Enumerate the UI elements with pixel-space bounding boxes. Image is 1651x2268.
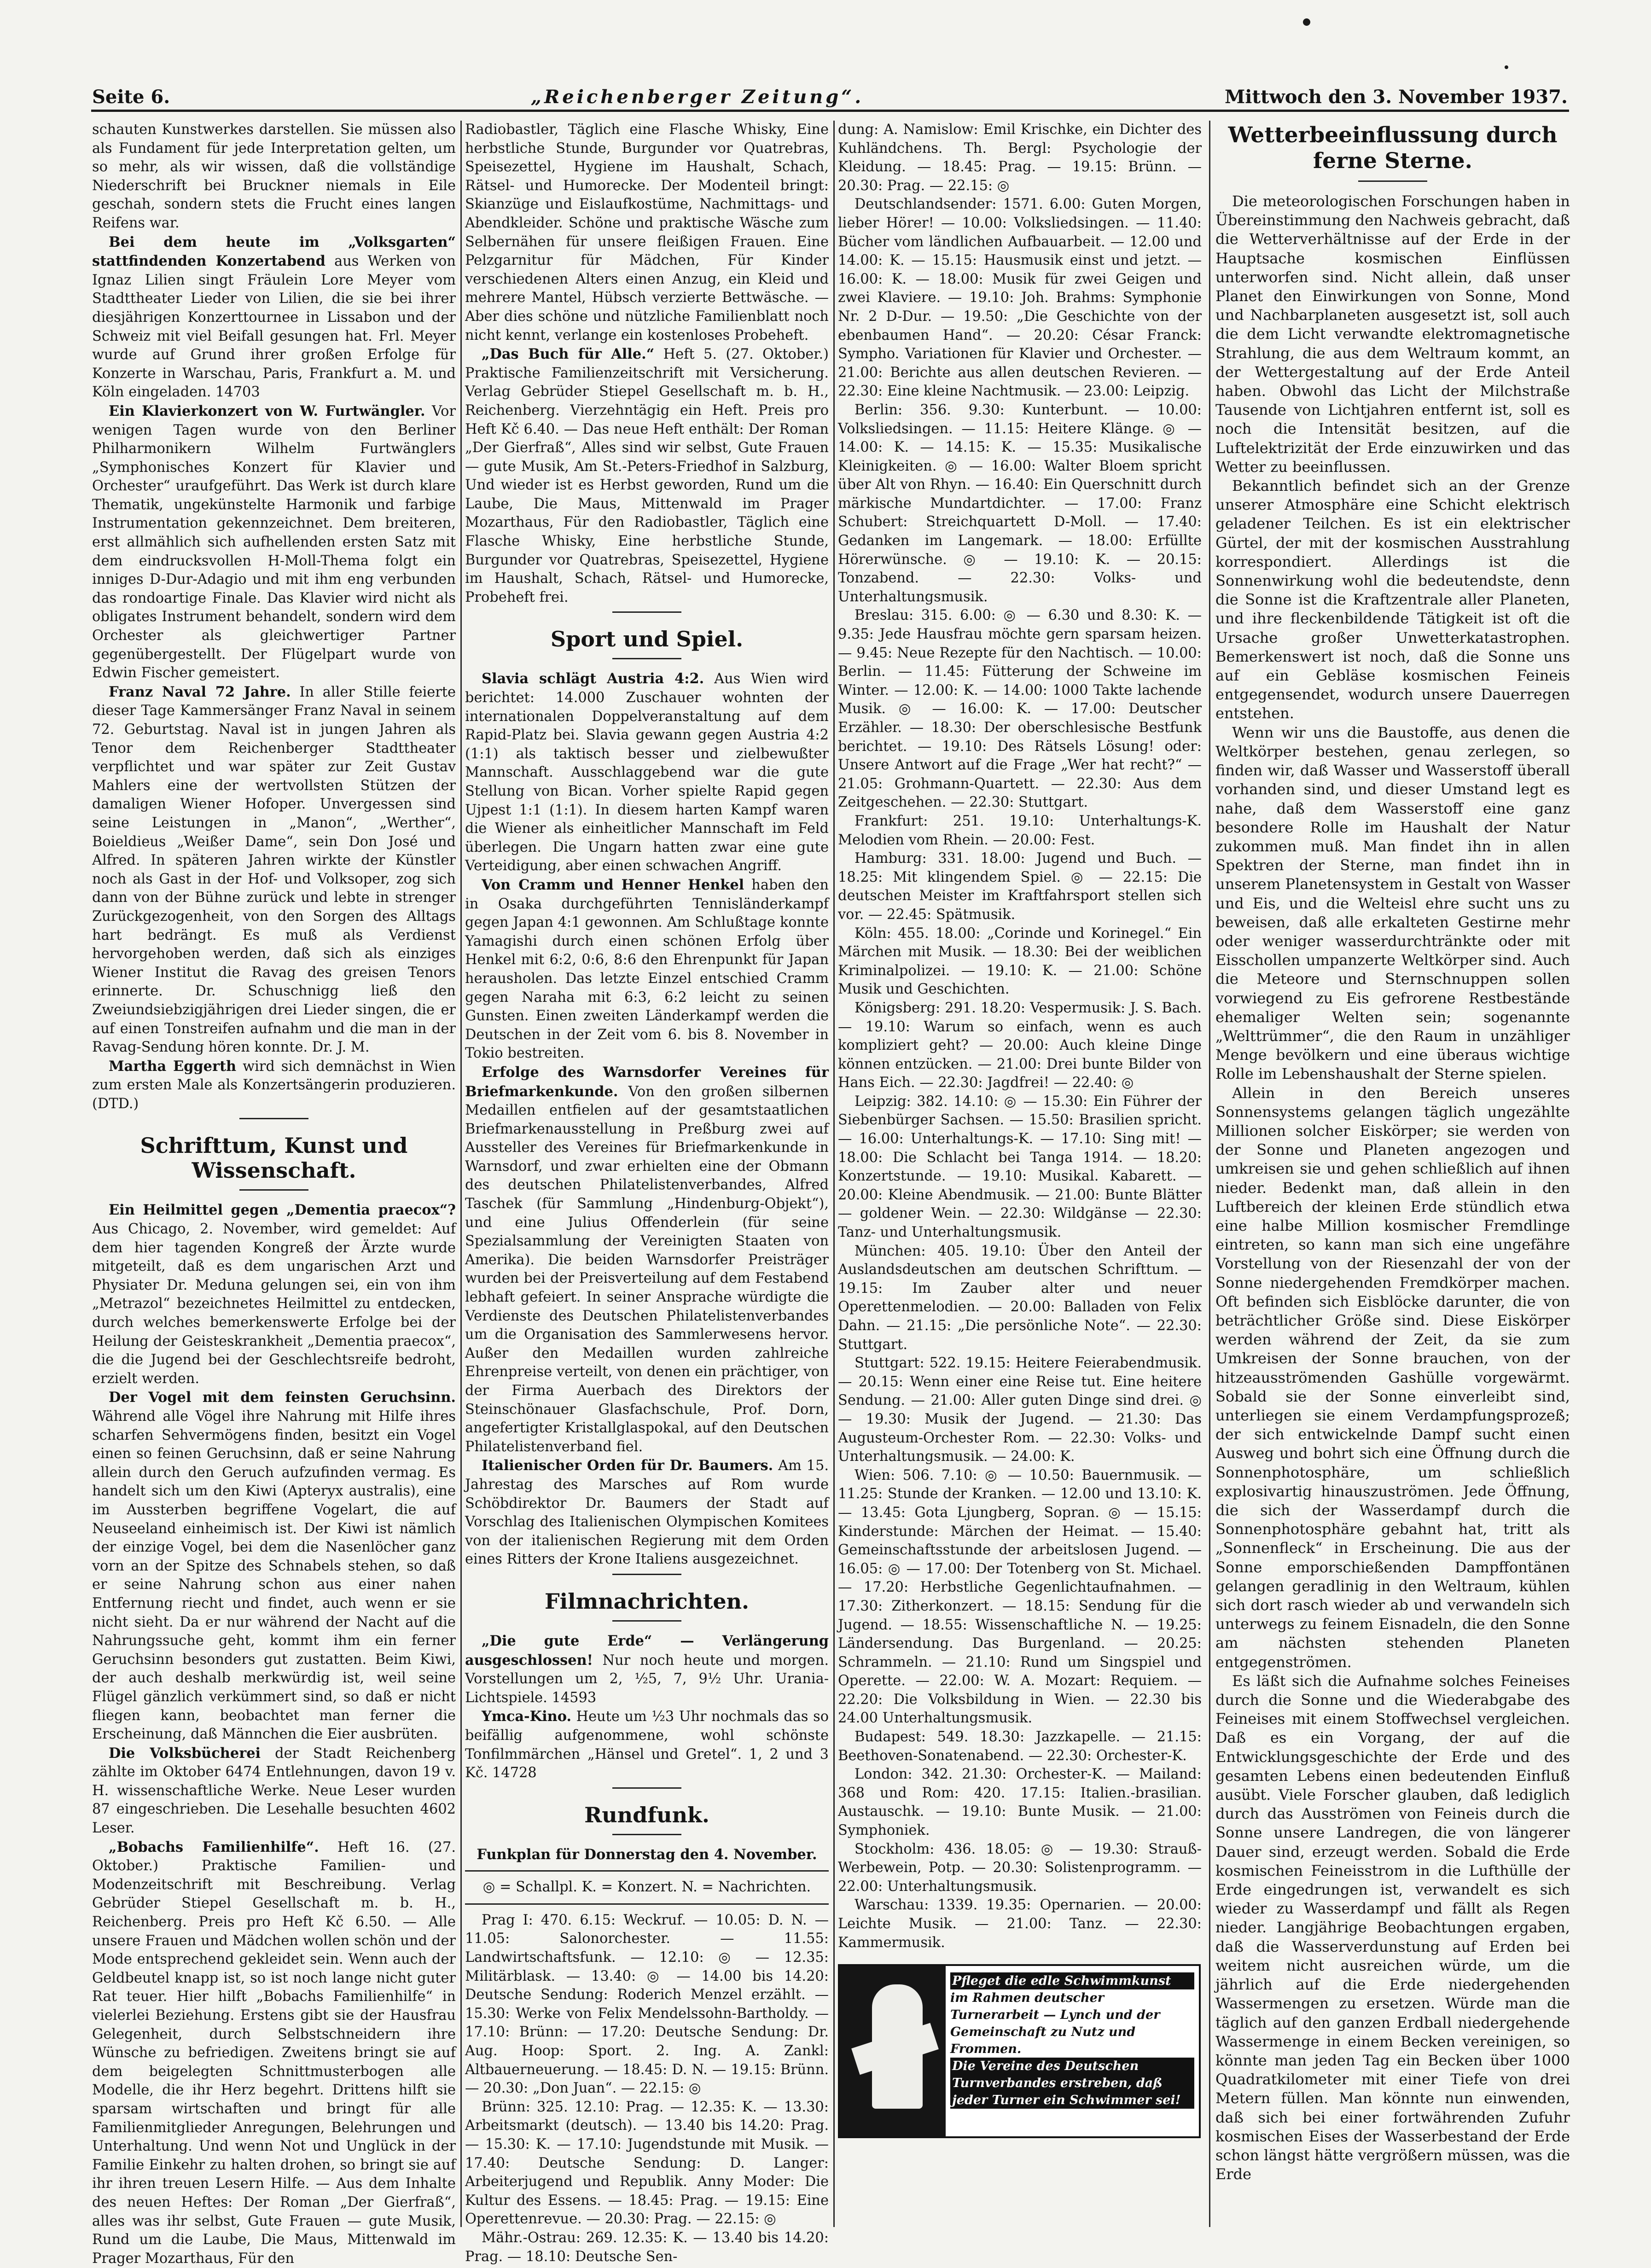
column-rule	[460, 121, 462, 2227]
news-item	[92, 683, 456, 1057]
ad-headline: Pfleget die edle Schwimmkunst	[950, 1972, 1194, 1989]
item-body: haben den in Osaka durchgeführten Tennisländerkampf gegen Japan 4:1 gewonnen. Am Schlußtage konnte Yamagishi durch einen schönen Erfolg über Henkel mit 6:2, 0:6, 8:6 den Ehrenpunkt für Japan herausholen. Das letzte Einzel entschied Cramm gegen Naraha mit 6:3, 6:2 leicht zu seinen Gunsten. Einen zweiten Länderkampf werden die Deutschen in der Zeit vom 6. bis 8. November in Tokio bestreiten.	[465, 877, 829, 1062]
article-paragraph: Allein in den Bereich unseres Sonnensystems gelangen täglich ungezählte Millionen solcher Eiskörper; sie werden von der Sonne und Planeten angezogen und umkreisen sie und gehen schließlich auf ihnen nieder. Bedenkt man, daß allein in den Luftbereich der kleinen Erde stündlich etwa eine halbe Million kosmischer Fremdlinge eintreten, so kann man sich eine ungefähre Vorstellung von der Riesenzahl der von der Sonne niedergehenden Fremdkörper machen. Oft befinden sich Eisblöcke darunter, die von beträchtlicher Größe sind. Diese Eiskörper werden während der Zeit, da sie zum Umkreisen der Sonne brauchen, von der hitzeausströmenden Gashülle vorgewärmt. Sobald sie der Sonne einverleibt sind, unterliegen sie einem Verdampfungsprozeß; der sich entwickelnde Dampf sucht einen Ausweg und bohrt sich eine Öffnung durch die Sonnenphotosphäre, um schließlich explosivartig hinauszuströmen. Jede Öffnung, die sich der Wasserdampf durch die Sonnenphotosphäre gebahnt hat, tritt als „Sonnenfleck“ in Erscheinung. Die aus der Sonne emporschießenden Dampffontänen gelangen geradlinig in den Weltraum, kühlen sich dort rasch wieder ab und verwandeln sich unterwegs zu feinem Eisnadeln, die den Sonne am nächsten stehenden Planeten entgegenströmen.	[1215, 1084, 1570, 1671]
news-item	[465, 1456, 829, 1569]
news-item	[465, 1632, 829, 1707]
radio-station-listing: Frankfurt: 251. 19.10: Unterhaltungs-K. Melodien vom Rhein. — 20.00: Fest.	[838, 813, 1202, 848]
program-legend: ◎ = Schallpl. K. = Konzert. N. = Nachrichten.	[483, 1879, 811, 1896]
item-body: Am 15. Jahrestag des Marsches auf Rom wurde Schöbdirektor Dr. Baumers der Stadt auf Vorschlag des Italienischen Olympischen Komitees von der italienischen Regierung mit dem Orden eines Ritters der Krone Italiens ausgezeichnet.	[465, 1458, 829, 1568]
article-continuation: Radiobastler, Täglich eine Flasche Whisky, Eine herbstliche Stunde, Burgunder vor Quatrebras, Speisezettel, Hygiene im Haushalt, Schach, Rätsel- und Humorecke. Der Modenteil bringt: Skianzüge und Eislaufkostüme, Nachmittags- und Abendkleider. Schöne und praktische Wäsche zum Selbernähen für unsere fleißigen Frauen. Eine Pelzgarnitur für Mädchen, Für Kinder verschiedenen Alters einen Anzug, ein Kleid und mehrere Mantel, Hübsch verzierte Bettwäsche. — Aber dies schöne und nützliche Familienblatt noch nicht kennt, verlange ein kostenloses Probeheft.	[465, 122, 829, 343]
radio-station-listing: Deutschlandsender: 1571. 6.00: Guten Morgen, lieber Hörer! — 10.00: Volksliedsingen. — 11.40: Bücher vom ländlichen Aufbauarbeit. — 12.00 und 14.00: K. — 15.15: Hausmusik einst und jetzt. — 16.00: K. — 18.00: Musik für zwei Geigen und zwei Klaviere. — 19.10: Joh. Brahms: Symphonie Nr. 2 D-Dur. — 19.50: „Die Geschichte von der ebenbaumen Hand“. — 20.20: César Franck: Sympho. Variationen für Klavier und Orchester. — 21.00: Berichte aus allen deutschen Revieren. — 22.30: Eine kleine Nachtmusik. — 23.00: Leipzig.	[838, 196, 1202, 400]
item-body: Aus Chicago, 2. November, wird gemeldet: Auf dem hier tagenden Kongreß der Ärzte wurde mitgeteilt, daß es dem ungarischen Arzt und Physiater Dr. Meduna gelungen sei, ein von ihm „Metrazol“ bezeichnetes Heilmittel zu entdecken, durch welches bemerkenswerte Erfolge bei der Heilung der Geisteskrankheit „Dementia praecox“, die die Jugend bei der Geschlechtsreife bedroht, erzielt werden.	[92, 1221, 456, 1387]
item-lead: Franz Naval 72 Jahre.	[109, 683, 291, 700]
item-lead: Die Volksbücherei	[109, 1745, 261, 1762]
news-item	[465, 669, 829, 876]
section-heading: Sport und Spiel.	[550, 627, 744, 652]
article-paragraph: Die meteorologischen Forschungen haben in Übereinstimmung den Nachweis gebracht, daß die Wetterverhältnisse auf der Erde in der Hauptsache kosmischen Einflüssen unterworfen sind. Nicht allein, daß unser Planet den Einwirkungen von Sonne, Mond und Nachbarplaneten ausgesetzt ist, soll auch die dem Licht verwandte elektromagnetische Strahlung, die aus dem Weltraum kommt, an der Wettergestaltung auf der Erde Anteil haben. Obwohl das Licht der Milchstraße Tausende von Lichtjahren entfernt ist, soll es noch die Intensität besitzen, auf die Luftelektrizität der Erde einzuwirken und das Wetter zu beeinflussen.	[1215, 192, 1570, 476]
ink-speck	[1303, 18, 1310, 26]
radio-station-listing: Hamburg: 331. 18.00: Jugend und Buch. — 18.25: Mit klingendem Spiel. ◎ — 22.15: Die deutschen Meister im Kraftfahrsport stellen sich vor. — 22.45: Spätmusik.	[838, 850, 1202, 923]
item-body: Aus Wien wird berichtet: 14.000 Zuschauer wohnten der internationalen Doppelveranstaltung auf dem Rapid-Platz bei. Slavia gewann gegen Austria 4:2 (1:1) als taktisch besser und zielbewußter Mannschaft. Ausschlaggebend war die gute Stellung von Bican. Vorher spielte Rapid gegen Ujpest 1:1 (1:1). In diesem harten Kampf waren die Wiener als einheitlicher Mannschaft im Feld überlegen. Die Ungarn hatten zwar eine gute Verteidigung, aber einen schwachen Angriff.	[465, 671, 829, 874]
item-body: der Stadt Reichenberg zählte im Oktober 6474 Entlehnungen, davon 19 v. H. wissenschaftliche Werke. Neue Leser wurden 87 eingeschrieben. Die Lesehalle besuchten 4602 Leser.	[92, 1745, 456, 1837]
item-lead: „Das Buch für Alle.“	[482, 346, 655, 363]
column-2	[465, 121, 829, 2265]
article-paragraph: Bekanntlich befindet sich an der Grenze unserer Atmosphäre eine Schicht elektrisch geladener Teilchen. Es ist ein elektrischer Gürtel, der mit der kosmischen Ausstrahlung korrespondiert. Allerdings ist die Sonnenwirkung wohl die bedeutendste, denn die Sonne ist die Kraftzentrale aller Planeten, und ihre fleckenbildende Tätigkeit ist oft die Ursache großer Unwetterkatastrophen. Bemerkenswert ist noch, daß die Sonne uns auf ein Gebläse kosmischen Feineis entgegensendet, wodurch unsere Dauerregen entstehen.	[1215, 477, 1570, 722]
news-item	[465, 345, 829, 607]
item-lead: Von Cramm und Henner Henkel	[482, 876, 744, 893]
column-rule	[1209, 121, 1210, 2227]
item-lead: Slavia schlägt Austria 4:2.	[482, 670, 704, 687]
section-divider	[612, 1620, 681, 1622]
radio-station-listing: Leipzig: 382. 14.10: ◎ — 15.30: Ein Führer der Siebenbürger Sachsen. — 15.50: Brasilien spricht. — 16.00: Unterhaltungs-K. — 17.10: Sing mit! — 18.00: Die Schlacht bei Tanga 1914. — 18.20: Konzertstunde. — 19.10: Musikal. Kabarett. — 20.00: Kleine Abendmusik. — 21.00: Bunte Blätter — goldener Wein. — 22.30: Wildgänse — 22.30: Tanz- und Unterhaltungsmusik.	[838, 1093, 1202, 1241]
swimmer-illustration	[840, 1966, 946, 2136]
section-divider	[612, 1834, 681, 1835]
item-body: Vor wenigen Tagen wurde von den Berliner Philharmonikern Wilhelm Furtwänglers „Symphonisches Konzert für Klavier und Orchester“ uraufgeführt. Das Werk ist durch klare Thematik, ungekünstelte Harmonik und farbige Instrumentation gekennzeichnet. Dem breiteren, erst allmählich sich aufhellenden ersten Satz mit dem eindrucksvollen H-Moll-Thema folgt ein inniges D-Dur-Adagio und mit ihm eng verbunden das rondoartige Finale. Das Klavier wird nicht als obligates Instrument behandelt, sondern wird dem Orchester als gleichwertiger Partner gegenübergestellt. Der Flügelpart wurde von Edwin Fischer gemeistert.	[92, 403, 456, 681]
column-4	[1215, 121, 1570, 2227]
radio-station-listing: Köln: 455. 18.00: „Corinde und Korinegel.“ Ein Märchen mit Musik. — 18.30: Bei der weiblichen Kriminalpolizei. — 19.10: K. — 21.00: Schöne Musik und Geschichten.	[838, 925, 1202, 998]
news-item	[92, 233, 456, 402]
radio-station-listing: Wien: 506. 7.10: ◎ — 10.50: Bauernmusik. — 11.25: Stunde der Kranken. — 12.00 und 13.10: K. — 13.45: Gota Ljungberg, Sopran. ◎ — 15.15: Kinderstunde: Märchen der Heimat. — 15.40: Gemeinschaftsstunde der arbeitslosen Jugend. — 16.05: ◎ — 17.00: Der Totenberg von St. Michael. — 17.20: Herbstliche Gegenlichtaufnahmen. — 17.30: Zitherkonzert. — 18.15: Sendung für die Jugend. — 18.55: Wissenschaftliche N. — 19.25: Ländersendung. Das Burgenland. — 20.25: Schrammeln. — 21.10: Rund um Singspiel und Operette. — 22.00: W. A. Mozart: Requiem. — 22.20: Die Volksbildung in Wien. — 22.30 bis 24.00 Unterhaltungsmusik.	[838, 1467, 1202, 1727]
item-lead: Italienischer Orden für Dr. Baumers.	[482, 1457, 773, 1474]
article-paragraph: Es läßt sich die Aufnahme solches Feineises durch die Sonne und die Wiederabgabe des Feineises mit einem Stoffwechsel vergleichen. Daß es ein Vorgang, der auf die Entwicklungsgeschichte der Erde und des gesamten Lebens einen bedeutenden Einfluß ausübt. Viele Forscher glauben, daß lediglich durch das Ausströmen von Feineis durch die Sonne unsere Landregen, die von längerer Dauer sind, erzeugt werden. Sobald die Erde kosmischen Feineisstrom in die Lufthülle der Erde eingedrungen ist, verwandelt es sich wieder zu Wasserdampf und fällt als Regen nieder. Langjährige Beobachtungen ergaben, daß die Wasserverdunstung auf Erden bei weitem nicht ausreichen würde, um die jährlich auf die Erde niedergehenden Wassermengen zu ersetzen. Würde man die täglich auf den ganzen Erdball niedergehende Wassermenge in einem Becken vereinigen, so könnte man jeden Tag ein Becken über 1000 Quadratkilometer mit einer Tiefe von drei Metern füllen. Man könnte nun einwenden, daß sich bei einer fortwährenden Zufuhr kosmischen Eises der Wasserbestand der Erde schon längst hätte vergrößern müssen, was die Erde	[1215, 1672, 1570, 2183]
column-rule	[833, 121, 835, 2227]
section-divider	[239, 1118, 308, 1119]
ad-tagline: Die Vereine des Deutschen Turnverbandes erstreben, daß jeder Turner ein Schwimmer sei!	[950, 2058, 1194, 2109]
radio-station-listing: Warschau: 1339. 19.35: Opernarien. — 20.00: Leichte Musik. — 21.00: Tanz. — 22.30: Kammermusik.	[838, 1897, 1202, 1951]
column-3	[838, 121, 1202, 2227]
item-body: aus Werken von Ignaz Lilien singt Fräulein Lore Meyer vom Stadttheater Lieder von Lilien, die sie bei ihrer diesjährigen Konzerttournee in Lissabon und der Schweiz mit viel Beifall gesungen hat. Frl. Meyer wurde auf Grund ihrer großen Erfolge für Konzerte in Warschau, Paris, Frankfurt a. M. und Köln eingeladen. 14703	[92, 253, 456, 401]
news-item	[465, 1707, 829, 1782]
article-continuation: schauten Kunstwerkes darstellen. Sie müssen also als Fundament für jede Interpretation gelten, um so mehr, als wir wissen, daß die vollständige Niederschrift bei Bruckner niemals in Eile geschah, sondern stets die Frucht eines langen Reifens war.	[92, 122, 456, 231]
section-divider	[239, 1189, 308, 1191]
divider	[465, 1903, 829, 1905]
item-lead: Martha Eggerth	[109, 1058, 237, 1075]
program-title: Funkplan für Donnerstag den 4. November.	[477, 1846, 817, 1863]
divider	[465, 1870, 829, 1872]
item-body: Heft 5. (27. Oktober.) Praktische Familienzeitschrift mit Versicherung. Verlag Gebrüder Stiepel Gesellschaft m. b. H., Reichenberg. Vierzehntägig ein Heft. Preis pro Heft Kč 6.40. — Das neue Heft enthält: Der Roman „Der Gierfraß“, Alles sind wir selbst, Gute Frauen — gute Musik, Am St.-Peters-Friedhof in Salzburg, Und wieder ist es Herbst geworden, Rund um die Laube, Die Maus, Mittenwald im Prager Mozarthaus, Für den Radiobastler, Täglich eine Flasche Whisky, Eine herbstliche Stunde, Burgunder vor Quatrebras, Speisezettel, Hygiene im Haushalt, Schach, Rätsel- und Humorecke, Probeheft frei.	[465, 346, 829, 605]
section-divider	[1358, 180, 1427, 182]
item-lead: Ymca-Kino.	[482, 1708, 572, 1725]
section-divider	[612, 1787, 681, 1789]
radio-station-listing: München: 405. 19.10: Über den Anteil der Auslandsdeutschen am deutschen Schrifttum. — 19.15: Im Zauber alter und neuer Operettenmelodien. — 20.00: Balladen von Felix Dahn. — 21.15: „Die persönliche Note“. — 22.30: Stuttgart.	[838, 1243, 1202, 1353]
radio-station-listing: London: 342. 21.30: Orchester-K. — Mailand: 368 und Rom: 420. 17.15: Italien.-brasilian. Austauschk. — 19.10: Bunte Musik. — 21.00: Symphoniek.	[838, 1766, 1202, 1839]
item-body: wird sich demnächst in Wien zum ersten Male als Konzertsängerin produzieren. (DTD.)	[92, 1058, 456, 1112]
news-item	[92, 1201, 456, 1388]
news-item	[465, 1063, 829, 1456]
item-body: Heft 16. (27. Oktober.) Praktische Familien- und Modenzeitschrift mit Beschreibung. Verlag Gebrüder Stiepel Gesellschaft m. b. H., Reichenberg. Preis pro Heft Kč 6.50. — Alle unsere Frauen und Mädchen wollen schön und der Mode entsprechend gekleidet sein. Wenn auch der Geldbeutel knapp ist, so ist noch lange nicht guter Rat teuer. Hier hilft „Bobachs Familienhilfe“ in vielerlei Beziehung. Erstens gibt sie der Hausfrau Gelegenheit, durch Selbstschneidern ihre Wünsche zu befriedigen. Zweitens bringt sie auf dem beigelegten Schnittmusterbogen alle Modelle, die ihr Herz begehrt. Drittens hilft sie sparsam wirtschaften und bringt für alle Familienmitglieder Anregungen, Belehrungen und Unterhaltung. Und wenn Not und Unglück in der Familie Einkehr zu halten drohen, so bringt sie auf ihr ihren treuen Lesern Hilfe. — Aus dem Inhalte des neuen Heftes: Der Roman „Der Gierfraß“, alles was ihr selbst, Gute Frauen — gute Musik, Rund um die Laube, Die Maus, Mittenwald im Prager Mozarthaus, Für den	[92, 1839, 456, 2267]
page-header	[92, 82, 1568, 108]
news-item	[92, 1057, 456, 1114]
page-number: Seite 6.	[92, 86, 170, 108]
section-divider	[612, 1574, 681, 1575]
ad-text	[950, 1972, 1194, 2109]
section-divider	[612, 611, 681, 613]
item-lead: „Bobachs Familienhilfe“.	[109, 1838, 319, 1855]
news-item	[92, 1838, 456, 2268]
news-item	[92, 402, 456, 683]
item-lead: Ein Klavierkonzert von W. Furtwängler.	[109, 402, 425, 419]
item-body: In aller Stille feierte dieser Tage Kammersänger Franz Naval in seinem 72. Geburtstag. Naval ist in jungen Jahren als Tenor dem Reichenberger Stadttheater verpflichtet und war später zur Zeit Gustav Mahlers eine der wertvollsten Stützen der damaligen Wiener Hofoper. Unvergessen sind seine Leistungen in „Manon“, „Werther“, Boieldieus „Weißer Dame“, sein Don José und Alfred. In späteren Jahren wirkte der Künstler noch als Gast in der Hof- und Volksoper, zog sich dann von der Bühne zurück und lebte in strenger Zurückgezogenheit, von den Sorgen des Alltags hart bedrängt. Es muß als Verdienst hervorgehoben werden, daß sich als einziges Wiener Institut die Ravag des greisen Tenors erinnerte. Dr. Schuschnigg ließ den Zweiundsiebzigjährigen drei Lieder singen, die er auf einen Tonstreifen aufnahm und die man in der Ravag-Sendung hören konnte. Dr. J. M.	[92, 684, 456, 1056]
radio-station-listing: Berlin: 356. 9.30: Kunterbunt. — 10.00: Volksliedsingen. — 11.15: Heitere Klänge. ◎ — 14.00: K. — 14.15: K. — 15.35: Musikalische Kleinigkeiten. ◎ — 16.00: Walter Bloem spricht über Alt von Rhyn. — 16.40: Ein Querschnitt durch märkische Mundartdichter. — 17.00: Franz Schubert: Streichquartett D-Moll. — 17.40: Gedanken im Langemark. — 18.00: Erfüllte Hörerwünsche. ◎ — 19.10: K. — 20.15: Tonzabend. — 22.30: Volks- und Unterhaltungsmusik.	[838, 401, 1202, 605]
swimming-advertisement	[838, 1964, 1201, 2138]
section-divider	[612, 658, 681, 659]
radio-station-listing: Brünn: 325. 12.10: Prag. — 12.35: K. — 13.30: Arbeitsmarkt (deutsch). — 13.40 bis 14.20: Prag. — 15.30: K. — 17.10: Jugendstunde mit Musik. — 17.40: Deutsche Sendung: D. Langer: Arbeiterjugend und Republik. Anny Moder: Die Kultur des Essens. — 18.45: Prag. — 19.15: Eine Operettenrevue. — 20.30: Prag. — 22.15: ◎	[465, 2099, 829, 2227]
radio-station-listing: Breslau: 315. 6.00: ◎ — 6.30 und 8.30: K. — 9.35: Jede Hausfrau möchte gern sparsam heizen. — 9.45: Neue Rezepte für den Nachtisch. — 10.00: Berlin. — 11.45: Fütterung der Schweine im Winter. — 12.00: K. — 14.00: 1000 Takte lachende Musik. ◎ — 16.00: K. — 17.00: Deutscher Erzähler. — 18.30: Der oberschlesische Bestfunk berichtet. — 19.10: Des Rätsels Lösung! oder: Unsere Antwort auf die Frage „Wer hat recht?“ — 21.05: Grohmann-Quartett. — 22.30: Aus dem Zeitgeschehen. — 22.30: Stuttgart.	[838, 607, 1202, 811]
news-item	[465, 876, 829, 1063]
radio-station-listing: Königsberg: 291. 18.20: Vespermusik: J. S. Bach. — 19.10: Warum so einfach, wenn es auch kompliziert geht? — 20.00: Auch kleine Dinge können entzücken. — 21.00: Drei bunte Bilder von Hans Eich. — 22.30: Jagdfrei! — 22.40: ◎	[838, 1000, 1202, 1091]
masthead: „Reichenberger Zeitung“.	[531, 86, 864, 108]
ink-speck	[1505, 65, 1508, 69]
radio-station-listing: Stuttgart: 522. 19.15: Heitere Feierabendmusik. — 20.15: Wenn einer eine Reise tut. Eine heitere Sendung. — 21.00: Aller guten Dinge sind drei. ◎ — 19.30: Musik der Jugend. — 21.30: Das Augusteum-Orchester Rom. — 22.30: Volks- und Unterhaltungsmusik. — 24.00: K.	[838, 1355, 1202, 1465]
radio-station-listing: Prag I: 470. 6.15: Weckruf. — 10.05: D. N. — 11.05: Salonorchester. — 11.55: Landwirtschaftsfunk. — 12.10: ◎ — 12.35: Militärblask. — 13.40: ◎ — 14.00 bis 14.20: Deutsche Sendung: Roderich Menzel erzählt. — 15.30: Werke von Felix Mendelssohn-Bartholdy. — 17.10: Brünn: — 17.20: Deutsche Sendung: Dr. Aug. Hoop: Sport. 2. Ing. A. Zankl: Altbauerneuerung. — 18.45: D. N. — 19.15: Brünn. — 20.30: „Don Juan“. — 22.15: ◎	[465, 1912, 829, 2097]
section-heading: Rundfunk.	[584, 1802, 709, 1827]
item-lead: Der Vogel mit dem feinsten Geruchsinn.	[109, 1389, 456, 1406]
section-heading: Schrifttum, Kunst und Wissenschaft.	[140, 1133, 408, 1183]
item-lead: Erfolge des Warnsdorfer Vereines für Briefmarkenkunde.	[465, 1064, 829, 1100]
item-lead: Ein Heilmittel gegen „Dementia praecox“?	[109, 1202, 456, 1219]
item-body: Nur noch heute und morgen. Vorstellungen um 2, ½5, 7, 9½ Uhr. Urania-Lichtspiele. 14593	[465, 1652, 829, 1706]
news-item	[92, 1388, 456, 1744]
article-headline: Wetterbeeinflussung durch ferne Sterne.	[1228, 122, 1558, 174]
item-lead: „Die gute Erde“ — Verlängerung ausgeschlossen!	[465, 1632, 829, 1669]
section-heading: Filmnachrichten.	[544, 1588, 750, 1614]
radio-station-listing: Mähr.-Ostrau: 269. 12.35: K. — 13.40 bis 14.20: Prag. — 18.10: Deutsche Sen-	[465, 2229, 829, 2265]
radio-station-listing: dung: A. Namislow: Emil Krischke, ein Dichter des Kuhländchens. Th. Bergl: Psychologie der Kleidung. — 18.45: Prag. — 19.15: Brünn. — 20.30: Prag. — 22.15: ◎	[838, 122, 1202, 194]
item-body: Von den großen silbernen Medaillen entfielen auf der gesamtstaatlichen Briefmarkenausstellung in Preßburg zwei auf Aussteller des Vereines für Briefmarkenkunde in Warnsdorf, und zwar erhielten eine der Obmann des deutschen Philatelistenverbandes, Alfred Taschek (für Sammlung „Hindenburg-Objekt“), und eine Julius Offenderlein (für seine Spezialsammlung der Vereinigten Staaten von Amerika). Die beiden Warnsdorfer Preisträger wurden bei der Preisverteilung auf dem Festabend lebhaft gefeiert. In seiner Ansprache würdigte die Verdienste des Deutschen Philatelistenverbandes um die Organisation des Sammlerwesens hervor. Außer den Medaillen wurden zahlreiche Ehrenpreise verteilt, von denen ein prächtiger, von der Firma Auerbach des Direktors der Steinschönauer Glasfachschule, Prof. Dorn, angefertigter Kristallglaspokal, auf den Deutschen Philatelistenverband fiel.	[465, 1083, 829, 1455]
issue-date: Mittwoch den 3. November 1937.	[1225, 86, 1568, 108]
item-body: Während alle Vögel ihre Nahrung mit Hilfe ihres scharfen Sehvermögens finden, besitzt ein Vogel einen so feinen Geruchsinn, daß er seine Nahrung allein durch den Geruch aufzufinden vermag. Es handelt sich um den Kiwi (Apteryx australis), eine im Aussterben begriffene Vogelart, die auf Neuseeland einheimisch ist. Der Kiwi ist nämlich der einzige Vogel, bei dem die Nasenlöcher ganz vorn an der Spitze des Schnabels stehen, so daß er seine Nahrung schon aus einer nahen Entfernung riecht und findet, auch wenn er sie nicht sieht. Da er nur während der Nacht auf die Nahrungssuche geht, kommt ihm ein ferner Geruchsinn besonders gut zustatten. Beim Kiwi, der auch deshalb merkwürdig ist, weil seine Flügel gänzlich verkümmert sind, so daß er nicht fliegen kann, beobachtet man ferner die Erscheinung, daß Männchen die Eier ausbrüten.	[92, 1408, 456, 1743]
ad-body: im Rahmen deutscher Turnerarbeit — Lynch und der Gemeinschaft zu Nutz und Frommen.	[950, 1991, 1160, 2057]
article-paragraph: Wenn wir uns die Baustoffe, aus denen die Weltkörper bestehen, genau zerlegen, so finden wir, daß Wasser und Wasserstoff überall vorhanden sind, und dieser Umstand legt es nahe, daß dem Wasserstoff eine ganz besondere Rolle im Haushalt der Natur zukommen muß. Man findet ihn in allen Spektren der Sterne, man findet ihn in unserem Planetensystem in Gestalt von Wasser und Eis, und die Welteisl ehre sucht uns zu beweisen, daß alle erkalteten Gestirne mehr oder weniger wasserdurchtränkte oder mit Eisschollen umpanzerte Weltkörper sind. Auch die Meteore und Sternschnuppen sollen vorwiegend zu Eis gefrorene Restbestände ehemaliger Welten sein; sogenannte „Welttrümmer“, die den Raum in unzähliger Menge bevölkern und eine überaus wichtige Rolle im Lebenshaushalt der Sterne spielen.	[1215, 723, 1570, 1083]
radio-station-listing: Budapest: 549. 18.30: Jazzkapelle. — 21.15: Beethoven-Sonatenabend. — 22.30: Orchester-K.	[838, 1729, 1202, 1764]
column-1	[92, 121, 456, 2267]
header-rule	[91, 110, 1569, 112]
item-lead: Bei dem heute im „Volksgarten“ stattfindenden Konzertabend	[92, 233, 456, 270]
radio-station-listing: Stockholm: 436. 18.05: ◎ — 19.30: Strauß-Werbewein, Potp. — 20.30: Solistenprogramm. — 22.00: Unterhaltungsmusik.	[838, 1841, 1202, 1895]
item-body: Heute um ½3 Uhr nochmals das so beifällig aufgenommene, wohl schönste Tonfilmmärchen „Hänsel und Gretel“. 1, 2 und 3 Kč. 14728	[465, 1709, 829, 1781]
news-item	[92, 1744, 456, 1838]
